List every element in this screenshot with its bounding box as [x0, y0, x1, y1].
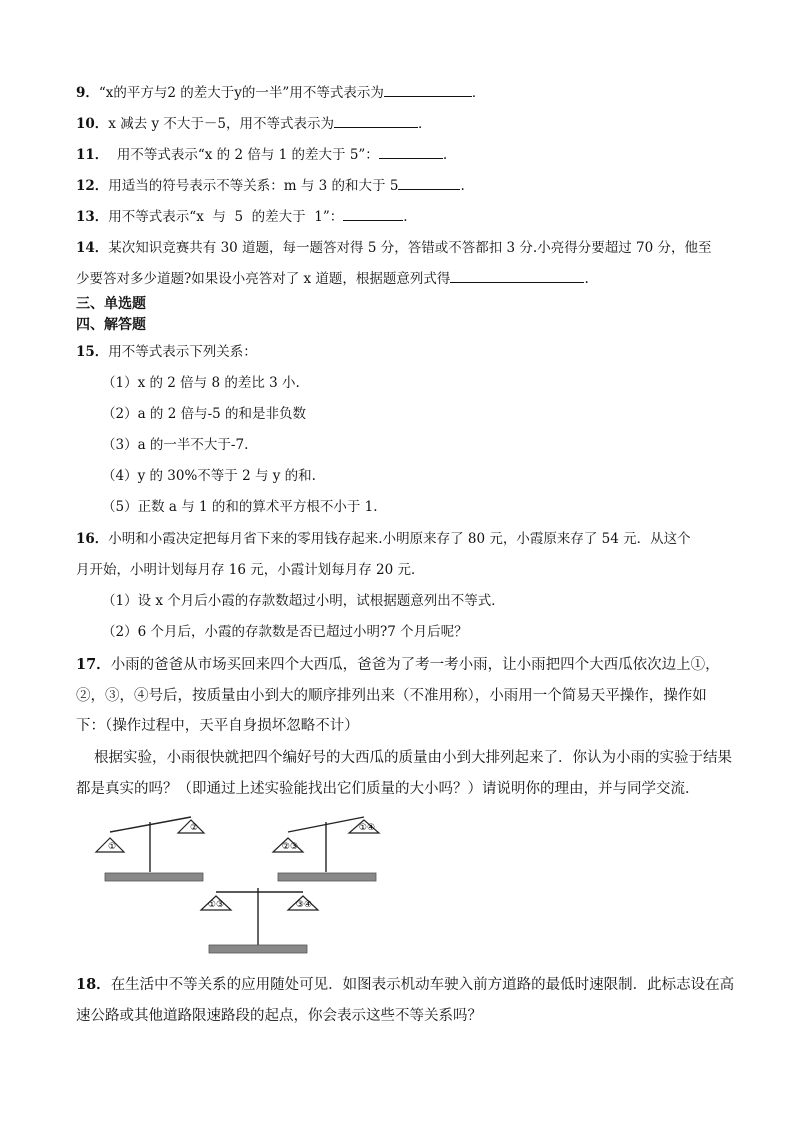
question-13: [76, 206, 408, 227]
question-number: 13．: [76, 209, 109, 225]
period: ．: [471, 85, 486, 101]
period: .: [460, 178, 465, 194]
balance-scale-3: [201, 888, 318, 953]
question-10: [76, 113, 432, 134]
sub-item: （5）正数 a 与 1 的和的算术平方根不小于 1.: [102, 499, 378, 515]
question-16-cont: 月开始，小明计划每月存 16 元，小霞计划每月存 20 元．: [76, 562, 425, 578]
question-17-para1: 根据实验，小雨很快就把四个编好号的大西瓜的质量由小到大排列起来了．你认为小雨的实验于结果: [94, 750, 732, 766]
question-text-line1: 小明和小霞决定把每月省下来的零用钱存起来.小明原来存了 80 元，小霞原来存了 54 元．从这个: [108, 531, 691, 547]
answer-blank[interactable]: [334, 113, 418, 128]
scale2-right-label: ①④: [358, 823, 376, 833]
sub-item: （2）6 个月后，小霞的存款数是否已超过小明?7 个月后呢？: [102, 624, 468, 640]
scale2-left-label: ②③: [281, 842, 299, 852]
balance-scales-figure: [88, 810, 398, 960]
question-number: 9．: [76, 85, 99, 101]
question-text: 用不等式表示“x 与 5 的差大于 1”：: [108, 209, 344, 225]
question-17-line3: 下：（操作过程中，天平自身损坏忽略不计）: [76, 718, 359, 734]
period: ．: [418, 116, 432, 132]
scale1-right-label: ②: [189, 823, 199, 833]
question-number: 10．: [76, 116, 109, 132]
question-number: 17．: [76, 656, 111, 673]
answer-blank[interactable]: [384, 82, 472, 97]
question-number: 12．: [76, 178, 109, 194]
answer-blank[interactable]: [450, 268, 584, 283]
question-14-cont: [76, 268, 589, 289]
question-16: [76, 529, 691, 549]
question-11: [76, 144, 447, 165]
question-text: “x的平方与2 的差大于y的一半”用不等式表示为: [98, 85, 384, 101]
period: .: [442, 147, 448, 163]
question-17-line2: ②，③，④号后，按质量由小到大的顺序排列出来（不准用称），小雨用一个简易天平操作，操作如: [76, 688, 707, 704]
question-text-line1: 小雨的爸爸从市场买回来四个大西瓜，爸爸为了考一考小雨，让小雨把四个大西瓜依次边上①，: [110, 657, 720, 673]
question-14: [76, 238, 711, 258]
sub-item: （3）a 的一半不大于-7.: [102, 437, 249, 453]
question-number: 16．: [76, 531, 109, 547]
question-12: [76, 175, 465, 196]
question-text-line1: 某次知识竞赛共有 30 道题，每一题答对得 5 分，答错或不答都扣 3 分.小亮得分要超过 70 分，他至: [108, 240, 712, 256]
question-text-line2: 少要答对多少道题?如果设小亮答对了 x 道题，根据题意列式得: [76, 271, 451, 287]
sub-item: （4）y 的 30%不等于 2 与 y 的和.: [102, 468, 316, 484]
question-9: [76, 82, 485, 103]
section-heading-single-choice: 三、单选题: [76, 296, 146, 312]
balance-scale-1: [96, 817, 204, 881]
question-text: 用适当的符号表示不等关系：m 与 3 的和大于 5: [108, 178, 399, 194]
question-text: 用不等式表示下列关系：: [108, 344, 257, 360]
period: .: [403, 209, 408, 225]
scale3-right-label: ③④: [295, 900, 313, 910]
question-15: [76, 342, 257, 362]
question-number: 14．: [76, 240, 109, 256]
question-number: 15．: [76, 344, 109, 360]
sub-item: （1）x 的 2 倍与 8 的差比 3 小.: [102, 375, 300, 391]
section-heading-answer: 四、解答题: [76, 317, 146, 333]
sub-item: （1）设 x 个月后小霞的存款数超过小明，试根据题意列出不等式．: [102, 593, 505, 609]
question-text-line1: 在生活中不等关系的应用随处可见．如图表示机动车驶入前方道路的最低时速限制．此标志设在高: [110, 977, 735, 993]
question-number: 18．: [76, 976, 111, 993]
answer-blank[interactable]: [379, 144, 443, 159]
question-17-para2: 都是真实的吗？（即通过上述实验能找出它们质量的大小吗？）请说明你的理由，并与同学交流．: [76, 781, 700, 797]
scale1-left-label: ①: [107, 842, 117, 852]
question-18: [76, 975, 734, 995]
balance-scale-2: [273, 817, 379, 881]
scale3-left-label: ①③: [207, 900, 225, 910]
question-18-line2: 速公路或其他道路限速路段的起点，你会表示这些不等关系吗？: [76, 1008, 482, 1024]
question-text: 用不等式表示“x 的 2 倍与 1 的差大于 5”：: [108, 147, 379, 163]
period: .: [584, 271, 589, 287]
question-17: [76, 655, 720, 675]
question-number: 11．: [76, 147, 109, 163]
answer-blank[interactable]: [343, 206, 403, 221]
sub-item: （2）a 的 2 倍与-5 的和是非负数: [102, 406, 307, 422]
answer-blank[interactable]: [398, 175, 460, 190]
question-text: x 减去 y 不大于－5，用不等式表示为: [108, 116, 334, 132]
